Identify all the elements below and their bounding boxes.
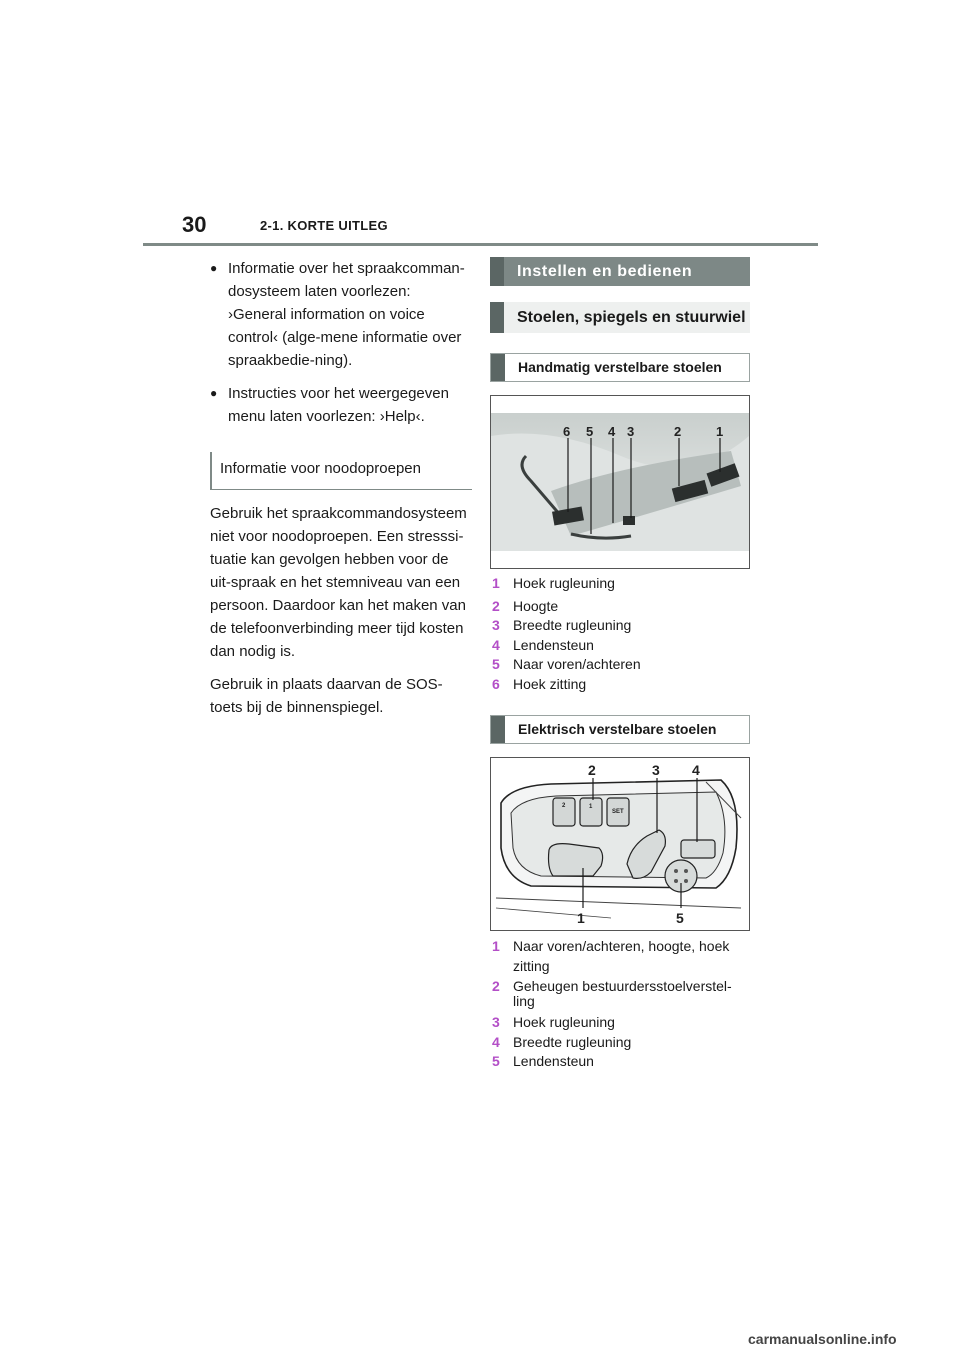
legend-text: Hoek rugleuning xyxy=(513,575,615,591)
legend-item xyxy=(490,1013,750,1033)
sub-heading-bar xyxy=(490,302,750,333)
callout-4: 4 xyxy=(692,762,700,778)
heading-tab xyxy=(491,716,505,743)
legend-item xyxy=(490,1052,750,1072)
callout-4: 4 xyxy=(608,424,616,439)
header-rule xyxy=(143,243,818,246)
bullet-item: ● Instructies voor het weergegeven menu laten voorlezen: ›Help‹. xyxy=(210,382,470,428)
legend-text: Lendensteun xyxy=(513,636,594,653)
set-button-label: SET xyxy=(612,809,624,815)
legend-text: Naar voren/achteren, hoogte, hoek zitting xyxy=(513,938,730,974)
main-heading-bar xyxy=(490,257,750,286)
callout-2: 2 xyxy=(674,424,682,439)
electric-seat-figure xyxy=(490,757,750,931)
bullet-item: ● Informatie over het spraakcomman-dosysteem laten voorlezen: ›General information on voice control‹ (alge-mene informatie over spraakbedie-ning). xyxy=(210,257,470,372)
legend-item xyxy=(490,574,750,594)
callout-5: 5 xyxy=(676,910,684,926)
legend-number: 5 xyxy=(492,1053,500,1069)
callout-2: 2 xyxy=(588,762,596,778)
callout-6: 6 xyxy=(563,424,571,439)
legend-item xyxy=(490,636,750,656)
electric-seat-legend xyxy=(490,936,750,1072)
manual-seats-heading: Handmatig verstelbare stoelen xyxy=(518,359,722,375)
electric-seat-controls-illustration xyxy=(491,758,749,930)
heading-tab xyxy=(490,257,504,286)
memory-button-1-label: 1 xyxy=(589,804,593,810)
sub-heading: Stoelen, spiegels en stuurwiel xyxy=(517,309,746,326)
main-heading: Instellen en bedienen xyxy=(517,263,693,280)
watermark: carmanualsonline.info xyxy=(748,1331,897,1347)
legend-text: Lendensteun xyxy=(513,1053,594,1069)
legend-text: Hoogte xyxy=(513,597,559,614)
manual-seats-heading-bar xyxy=(490,353,750,382)
memory-button-2-label: 2 xyxy=(562,803,566,809)
legend-text: Breedte rugleuning xyxy=(513,1033,632,1050)
legend-item xyxy=(490,655,750,675)
electric-seats-heading: Elektrisch verstelbare stoelen xyxy=(518,721,717,737)
legend-number: 5 xyxy=(492,656,500,672)
heading-tab xyxy=(491,354,505,381)
section-heading: 2-1. KORTE UITLEG xyxy=(260,218,388,233)
right-column xyxy=(490,257,750,1072)
legend-number: 4 xyxy=(492,1033,500,1050)
callout-1: 1 xyxy=(577,910,585,926)
callout-1: 1 xyxy=(716,424,724,439)
legend-number: 1 xyxy=(492,575,500,591)
legend-item xyxy=(490,597,750,617)
legend-text: Hoek zitting xyxy=(513,675,587,692)
legend-number: 3 xyxy=(492,617,500,633)
legend-number: 1 xyxy=(492,938,500,954)
electric-seats-heading-bar xyxy=(490,715,750,744)
callout-3: 3 xyxy=(652,762,660,778)
legend-item xyxy=(490,1033,750,1053)
legend-item xyxy=(490,936,750,976)
info-box-heading: Informatie voor noodoproepen xyxy=(210,452,472,490)
legend-item xyxy=(490,979,750,1009)
legend-item xyxy=(490,675,750,695)
manual-seat-figure xyxy=(490,395,750,569)
heading-tab xyxy=(490,302,504,333)
legend-text: Breedte rugleuning xyxy=(513,617,632,633)
callout-5: 5 xyxy=(586,424,594,439)
body-paragraph: Gebruik in plaats daarvan de SOS-toets bij de binnenspiegel. xyxy=(210,676,443,716)
legend-item xyxy=(490,616,750,636)
left-column xyxy=(210,257,470,729)
manual-seat-illustration xyxy=(491,396,749,568)
legend-number: 6 xyxy=(492,675,500,692)
legend-number: 3 xyxy=(492,1014,500,1030)
legend-number: 4 xyxy=(492,636,500,653)
legend-text: Hoek rugleuning xyxy=(513,1014,615,1030)
legend-text: Naar voren/achteren xyxy=(513,656,641,672)
legend-number: 2 xyxy=(492,978,500,994)
body-paragraph: Gebruik het spraakcommandosysteem niet voor noodoproepen. Een stresssi-tuatie kan gevolgen hebben voor de uit-spraak en het stemniveau van een persoon. Daardoor kan het maken van de telefoonverbinding meer tijd kosten dan nodig is. xyxy=(210,505,467,660)
legend-text: Geheugen bestuurdersstoelverstel-ling xyxy=(513,978,732,1009)
legend-number: 2 xyxy=(492,597,500,614)
page-number: 30 xyxy=(182,212,207,237)
callout-3: 3 xyxy=(627,424,635,439)
manual-seat-legend xyxy=(490,574,750,694)
